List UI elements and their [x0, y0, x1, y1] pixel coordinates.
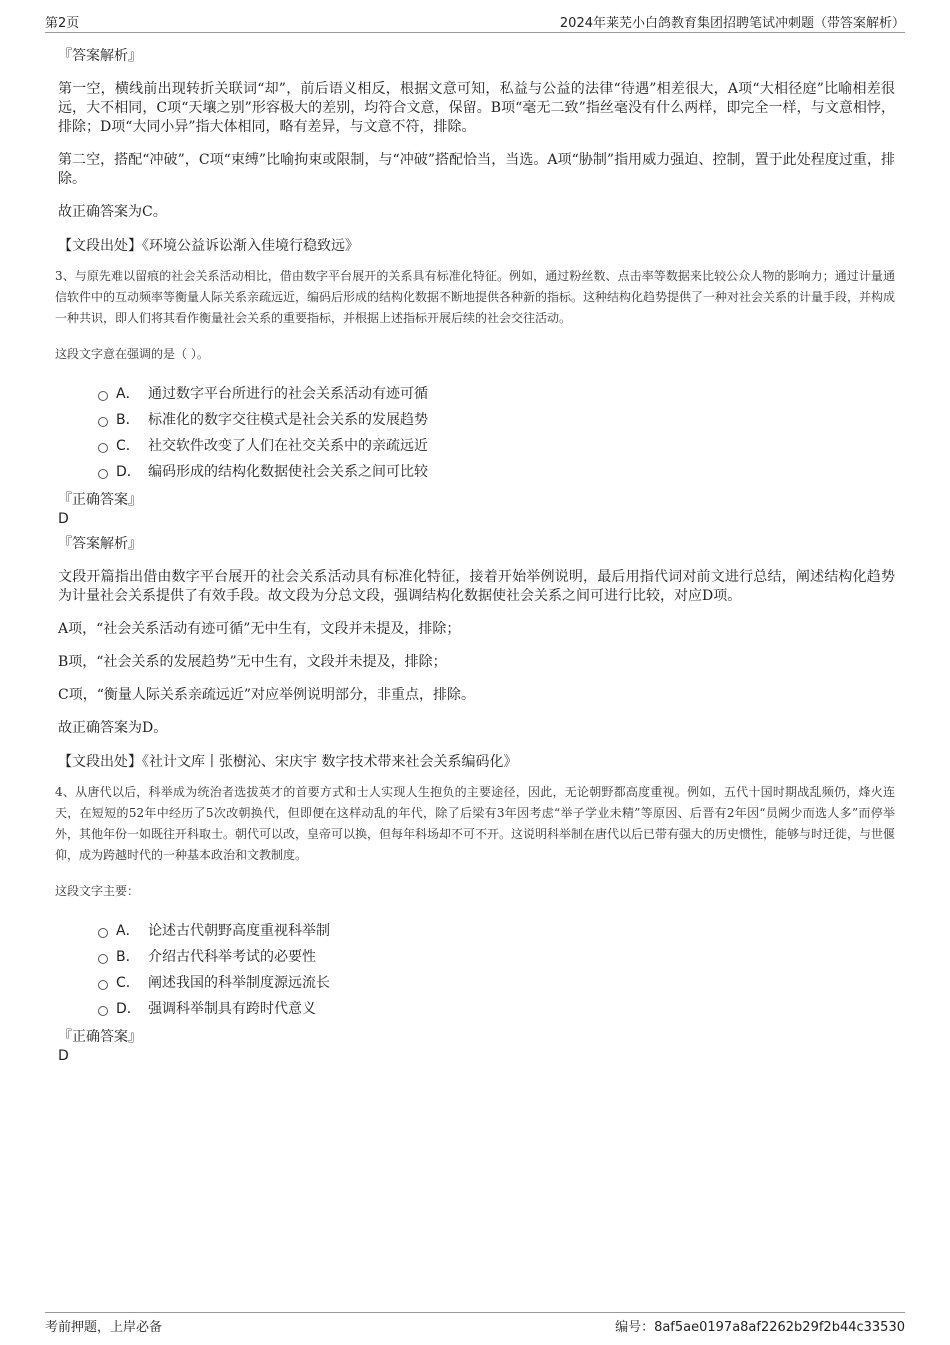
- option-letter: B．: [116, 412, 140, 428]
- document-id: 编号：8af5ae0197a8af2262b29f2b44c33530: [615, 1320, 905, 1335]
- option-letter: A．: [116, 923, 140, 939]
- analysis-paragraph: 第二空，搭配“冲破”，C项“束缚”比喻拘束或限制，与“冲破”搭配恰当，当选。A项“胁制”指用威力强迫、控制，置于此处程度过重，排除。: [58, 152, 895, 187]
- option-letter: D．: [116, 1001, 141, 1017]
- document-body: [55, 40, 895, 1065]
- analysis-conclusion: 故正确答案为C。: [58, 204, 167, 220]
- analysis-paragraph: 第一空，横线前出现转折关联词“却”，前后语义相反，根据文意可知，私益与公益的法律“待遇”相差很大，A项“大相径庭”比喻相差很远，大不相同，C项“天壤之别”形容极大的差别，均符合文意，保留。B项“毫无二致”指丝毫没有什么两样，即完全一样，与文意相悖，排除；D项“大同小异”指大体相同，略有差异，与文意不符，排除。: [58, 81, 895, 135]
- option-letter: C．: [116, 975, 140, 991]
- analysis-label: 『答案解析』: [58, 536, 142, 552]
- option-text: 论述古代朝野高度重视科举制: [148, 923, 330, 939]
- analysis-label: 『答案解析』: [58, 48, 142, 64]
- radio-icon[interactable]: [98, 469, 108, 479]
- page-header: [45, 12, 905, 33]
- option-letter: B．: [116, 949, 140, 965]
- question-4-prompt: 这段文字主要：: [55, 884, 140, 898]
- option-d[interactable]: [98, 995, 895, 1021]
- radio-icon[interactable]: [98, 928, 108, 938]
- page-number: 第2页: [45, 16, 80, 31]
- question-3-options: [98, 380, 895, 484]
- option-text: 社交软件改变了人们在社交关系中的亲疏远近: [148, 438, 428, 454]
- option-b[interactable]: [98, 406, 895, 432]
- analysis-paragraph: C项，“衡量人际关系亲疏远近”对应举例说明部分，非重点，排除。: [58, 687, 476, 703]
- correct-answer: D: [58, 1048, 69, 1064]
- option-d[interactable]: [98, 458, 895, 484]
- analysis-conclusion: 故正确答案为D。: [58, 720, 168, 736]
- correct-answer: D: [58, 511, 69, 527]
- source-citation: 【文段出处】《社计文库丨张樹沁、宋庆宇 数字技术带来社会关系编码化》: [58, 754, 518, 770]
- correct-answer-label: 『正确答案』: [58, 492, 142, 508]
- analysis-paragraph: B项，“社会关系的发展趋势”无中生有，文段并未提及，排除；: [58, 654, 447, 670]
- option-b[interactable]: [98, 943, 895, 969]
- analysis-paragraph: A项，“社会关系活动有迹可循”无中生有，文段并未提及，排除；: [58, 621, 461, 637]
- radio-icon[interactable]: [98, 417, 108, 427]
- option-text: 编码形成的结构化数据使社会关系之间可比较: [148, 464, 428, 480]
- question-4-options: [98, 917, 895, 1021]
- radio-icon[interactable]: [98, 980, 108, 990]
- option-c[interactable]: [98, 969, 895, 995]
- radio-icon[interactable]: [98, 954, 108, 964]
- option-text: 阐述我国的科举制度源远流长: [148, 975, 330, 991]
- option-letter: C．: [116, 438, 140, 454]
- option-a[interactable]: [98, 380, 895, 406]
- document-title: 2024年莱芜小白鸽教育集团招聘笔试冲刺题（带答案解析）: [559, 16, 905, 31]
- footer-slogan: 考前押题，上岸必备: [45, 1320, 163, 1335]
- option-letter: A．: [116, 386, 140, 402]
- question-4-text: 4、从唐代以后，科举成为统治者选拔英才的首要方式和士人实现人生抱负的主要途径，因此，无论朝野都高度重视。例如，五代十国时期战乱频仍，烽火连天，在短短的52年中经历了5次改朝换代，但即便在这样动乱的年代，除了后梁有3年因考虑“举子学业未精”等原因、后晋有2年因“员阙少而选人多”而停举外，其他年份一如既往开科取士。朝代可以改，皇帝可以换，但每年科场却不可不开。这说明科举制在唐代以后已带有强大的历史惯性，能够与时迁徙，与世偃仰，成为跨越时代的一种基本政治和文教制度。: [55, 785, 896, 862]
- radio-icon[interactable]: [98, 391, 108, 401]
- radio-icon[interactable]: [98, 1006, 108, 1016]
- option-text: 强调科举制具有跨时代意义: [148, 1001, 316, 1017]
- question-3-text: 3、与原先难以留痕的社会关系活动相比，借由数字平台展开的关系具有标准化特征。例如，通过粉丝数、点击率等数据来比较公众人物的影响力；通过计量通信软件中的互动频率等衡量人际关系亲疏远近，编码后形成的结构化数据不断地提供各种新的指标。这种结构化趋势提供了一种对社会关系的计量手段，并构成一种共识，即人们将其看作衡量社会关系的重要指标，并根据上述指标开展后续的社会交往活动。: [55, 269, 896, 325]
- option-letter: D．: [116, 464, 141, 480]
- correct-answer-label: 『正确答案』: [58, 1029, 142, 1045]
- option-c[interactable]: [98, 432, 895, 458]
- option-a[interactable]: [98, 917, 895, 943]
- source-citation: 【文段出处】《环境公益诉讼渐入佳境行稳致远》: [58, 238, 359, 254]
- page-footer: [45, 1312, 905, 1338]
- option-text: 通过数字平台所进行的社会关系活动有迹可循: [148, 386, 428, 402]
- analysis-paragraph: 文段开篇指出借由数字平台展开的社会关系活动具有标准化特征，接着开始举例说明，最后用指代词对前文进行总结，阐述结构化趋势为计量社会关系提供了有效手段。故文段为分总文段，强调结构化数据使社会关系之间可进行比较，对应D项。: [58, 569, 895, 604]
- question-3-prompt: 这段文字意在强调的是（ ）。: [55, 347, 209, 361]
- option-text: 标准化的数字交往模式是社会关系的发展趋势: [148, 412, 428, 428]
- radio-icon[interactable]: [98, 443, 108, 453]
- option-text: 介绍古代科举考试的必要性: [148, 949, 316, 965]
